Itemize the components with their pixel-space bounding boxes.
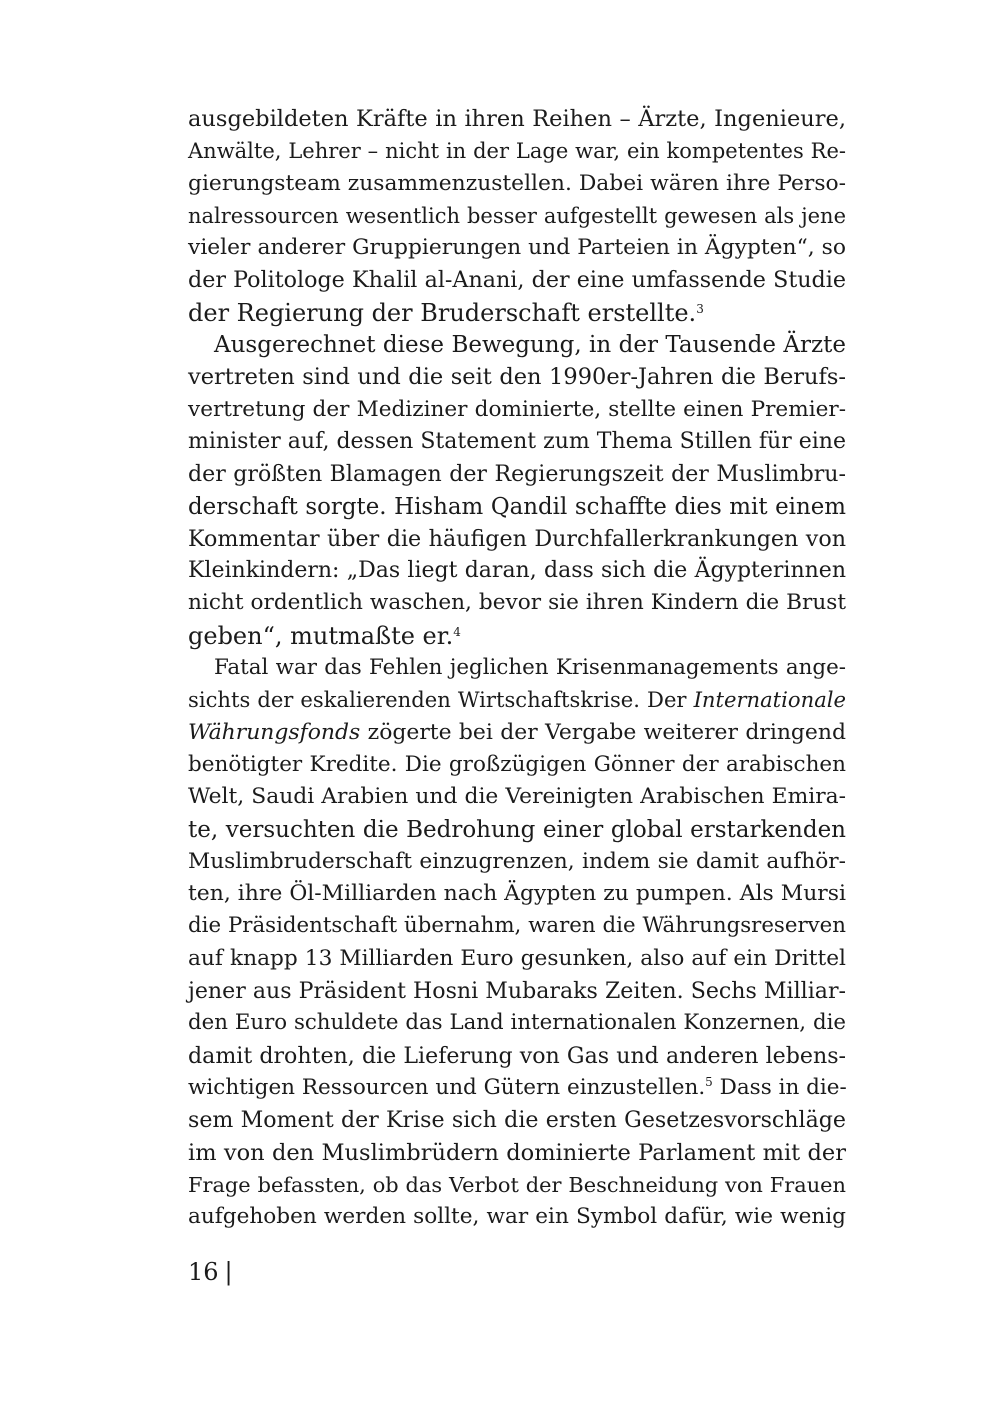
footnote-marker[interactable]: 5 [705, 1074, 713, 1089]
footnote-marker[interactable]: 3 [696, 301, 704, 316]
text-line: vieler anderer Gruppierungen und Parteien in Ägypten“, so [188, 235, 846, 261]
footnote-marker[interactable]: 4 [453, 624, 461, 639]
text-line: nalressourcen wesentlich besser aufgestellt gewesen als jene [188, 203, 846, 228]
text-line: benötigter Kredite. Die großzügigen Gönner der arabischen [188, 751, 846, 777]
text-line: der Regierung der Bruderschaft erstellte.$^3$ [188, 298, 704, 327]
paragraph-2 [188, 329, 846, 652]
text-line: sichts der eskalierenden Wirtschaftskrise. Der Internationale [188, 687, 846, 713]
text-line: nicht ordentlich waschen, bevor sie ihren Kindern die Brust [188, 590, 846, 616]
text-line: aufgehoben werden sollte, war ein Symbol dafür, wie wenig [188, 1204, 846, 1230]
paragraph-3 [188, 652, 846, 1233]
text-line: den Euro schuldete das Land internationalen Konzernen, die [188, 1010, 846, 1036]
text-line: damit drohten, die Lieferung von Gas und anderen lebens- [188, 1042, 846, 1069]
text-line: minister auf, dessen Statement zum Thema Stillen für eine [188, 428, 846, 454]
paragraph-3-lines [188, 749, 846, 1072]
text-line: ten, ihre Öl-Milliarden nach Ägypten zu pumpen. Als Mursi [188, 881, 846, 907]
text-line: Ausgerechnet diese Bewegung, in der Tausende Ärzte [214, 332, 846, 359]
text-line: Kleinkindern: „Das liegt daran, dass sich die Ägypterinnen [188, 558, 846, 584]
italic-term: Währungsfonds [188, 719, 361, 745]
text-line: Welt, Saudi Arabien und die Vereinigten Arabischen Emira- [188, 784, 846, 810]
paragraph-3-tail-lines [188, 1104, 846, 1233]
text-line: Kommentar über die häufigen Durchfallerkrankungen von [188, 525, 846, 552]
text-line: te, versuchten die Bedrohung einer global erstarkenden [188, 816, 846, 843]
text-line: der größten Blamagen der Regierungszeit der Muslimbru- [188, 461, 846, 488]
text-line: jener aus Präsident Hosni Mubaraks Zeiten. Sechs Milliar- [188, 978, 846, 1005]
text-line: gierungsteam zusammenzustellen. Dabei wären ihre Perso- [188, 170, 846, 196]
paragraph-1 [188, 103, 846, 329]
text-line: derschaft sorgte. Hisham Qandil schaffte dies mit einem [188, 493, 846, 520]
text-line: im von den Muslimbrüdern dominierte Parlament mit der [188, 1139, 846, 1166]
text-line: der Politologe Khalil al-Anani, der eine umfassende Studie [188, 267, 846, 294]
page-footer [188, 1256, 233, 1288]
text-line: sem Moment der Krise sich die ersten Gesetzesvorschläge [188, 1107, 846, 1134]
italic-term: Internationale [693, 687, 846, 713]
text-line: Frage befassten, ob das Verbot der Beschneidung von Frauen [188, 1172, 846, 1197]
text-line: vertretung der Mediziner dominierte, stellte einen Premier- [188, 396, 846, 422]
text-line: Währungsfonds zögerte bei der Vergabe weiterer dringend [188, 719, 846, 745]
text-line: vertreten sind und die seit den 1990er-Jahren die Berufs- [188, 364, 846, 391]
text-line: auf knapp 13 Milliarden Euro gesunken, also auf ein Drittel [188, 945, 846, 971]
page-number: 16 [188, 1258, 219, 1286]
text-line: ausgebildeten Kräfte in ihren Reihen – Ärzte, Ingenieure, [188, 106, 846, 132]
text-line: die Präsidentschaft übernahm, waren die Währungsreserven [188, 913, 846, 939]
body-text [188, 103, 846, 1233]
text-line: Fatal war das Fehlen jeglichen Krisenmanagements ange- [214, 655, 846, 681]
text-line: Anwälte, Lehrer – nicht in der Lage war, ein kompetentes Re- [188, 139, 846, 164]
folio-separator: | [224, 1258, 233, 1286]
text-line: geben“, mutmaßte er.$^4$ [188, 621, 461, 650]
text-line: Muslimbruderschaft einzugrenzen, indem sie damit aufhör- [188, 848, 846, 874]
text-line: wichtigen Ressourcen und Gütern einzustellen.$^5$ Dass in die- [188, 1074, 847, 1100]
